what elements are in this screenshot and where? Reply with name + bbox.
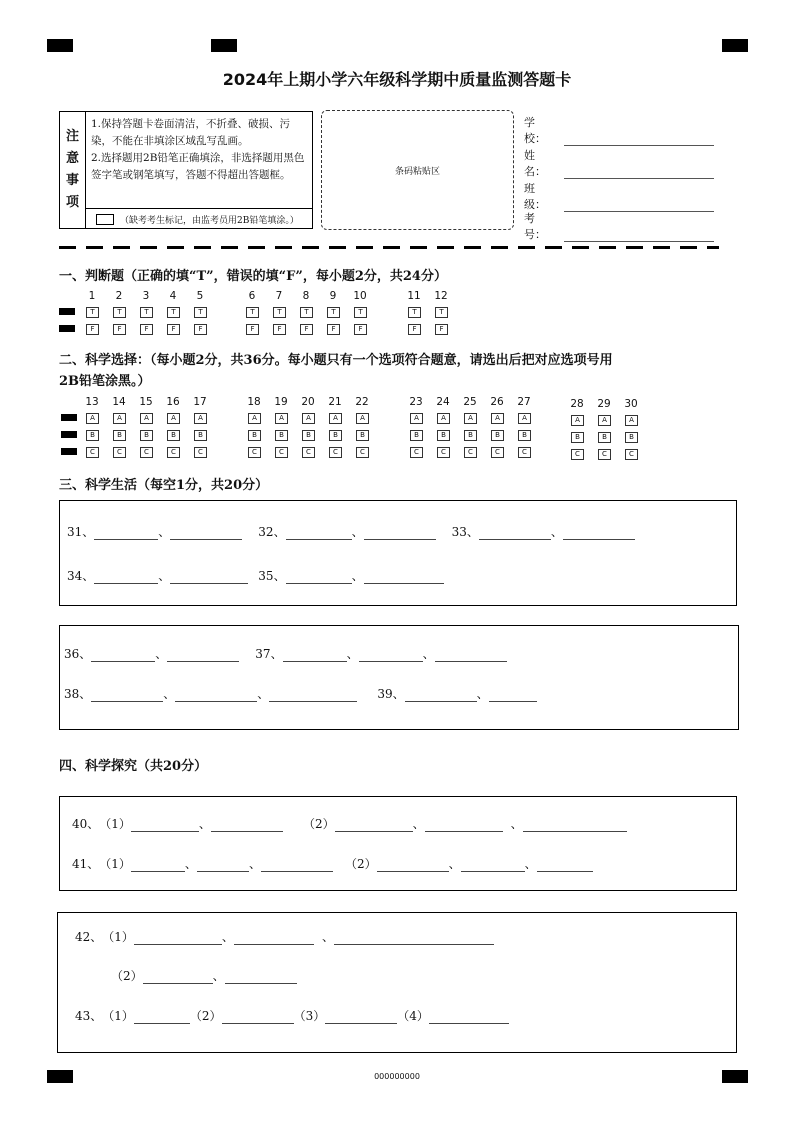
question-number: 24 xyxy=(436,396,450,408)
answer-bubble-a[interactable]: A xyxy=(598,415,611,426)
answer-bubble-b[interactable]: B xyxy=(248,430,261,441)
question-number: 21 xyxy=(328,396,342,408)
answer-bubble-a[interactable]: A xyxy=(167,413,180,424)
school-field[interactable]: 学 校： xyxy=(524,114,714,146)
question-number: 26 xyxy=(490,396,504,408)
question-number: 29 xyxy=(597,398,611,410)
page-title: 2024年上期小学六年级科学期中质量监测答题卡 xyxy=(222,70,572,89)
timing-mark xyxy=(211,39,237,52)
answer-bubble-f[interactable]: F xyxy=(327,324,340,335)
answer-bubble-b[interactable]: B xyxy=(518,430,531,441)
question-number: 7 xyxy=(275,290,283,302)
answer-bubble-a[interactable]: A xyxy=(437,413,450,424)
answer-bubble-a[interactable]: A xyxy=(625,415,638,426)
answer-bubble-t[interactable]: T xyxy=(246,307,259,318)
question-number: 8 xyxy=(302,290,310,302)
notice-label-char: 意 xyxy=(65,151,79,166)
notice-box xyxy=(59,111,313,229)
answer-bubble-c[interactable]: C xyxy=(625,449,638,460)
answer-bubble-b[interactable]: B xyxy=(491,430,504,441)
answer-bubble-b[interactable]: B xyxy=(598,432,611,443)
section-2-heading: 二、科学选择：（每小题2分，共36分。每小题只有一个选项符合题意，请选出后把对应选项号用 xyxy=(59,353,613,368)
question-number: 4 xyxy=(169,290,177,302)
question-number: 14 xyxy=(112,396,126,408)
answer-bubble-f[interactable]: F xyxy=(246,324,259,335)
answer-box-36-39 xyxy=(59,625,739,730)
answer-bubble-a[interactable]: A xyxy=(491,413,504,424)
answer-box-40-41 xyxy=(59,796,737,891)
answer-bubble-a[interactable]: A xyxy=(356,413,369,424)
class-field[interactable]: 班 级： xyxy=(524,180,714,212)
answer-bubble-a[interactable]: A xyxy=(518,413,531,424)
footer-code: 000000000 xyxy=(374,1072,420,1081)
answer-bubble-a[interactable]: A xyxy=(275,413,288,424)
question-number: 13 xyxy=(85,396,99,408)
question-number: 12 xyxy=(434,290,448,302)
answer-row-38-39[interactable]: 38、 、 、 39、 、 xyxy=(64,685,537,702)
answer-row-31-33[interactable]: 31、 、 32、 、 33、 、 xyxy=(67,523,635,540)
name-field[interactable]: 姓 名： xyxy=(524,147,714,179)
answer-bubble-a[interactable]: A xyxy=(248,413,261,424)
answer-row-43[interactable]: 43、 （1） （2） （3） （4） xyxy=(75,1007,509,1024)
answer-bubble-b[interactable]: B xyxy=(356,430,369,441)
answer-bubble-c[interactable]: C xyxy=(113,447,126,458)
answer-bubble-c[interactable]: C xyxy=(140,447,153,458)
answer-row-40[interactable]: 40、 （1） 、 （2） 、 、 xyxy=(72,815,627,832)
section-4-heading: 四、科学探究（共20分） xyxy=(59,759,208,774)
question-number: 16 xyxy=(166,396,180,408)
question-number: 19 xyxy=(274,396,288,408)
answer-bubble-f[interactable]: F xyxy=(194,324,207,335)
answer-bubble-b[interactable]: B xyxy=(86,430,99,441)
answer-row-36-37[interactable]: 36、 、 37、 、 、 xyxy=(64,645,507,662)
answer-row-42-1[interactable]: 42、 （1） 、 、 xyxy=(75,928,494,945)
answer-bubble-c[interactable]: C xyxy=(86,447,99,458)
question-number: 6 xyxy=(248,290,256,302)
answer-bubble-t[interactable]: T xyxy=(194,307,207,318)
answer-box-31-35 xyxy=(59,500,737,606)
answer-bubble-c[interactable]: C xyxy=(248,447,261,458)
question-number: 3 xyxy=(142,290,150,302)
answer-row-42-2[interactable]: （2） 、 xyxy=(111,967,297,984)
answer-bubble-b[interactable]: B xyxy=(464,430,477,441)
answer-bubble-a[interactable]: A xyxy=(329,413,342,424)
answer-bubble-f[interactable]: F xyxy=(300,324,313,335)
barcode-area xyxy=(321,110,514,230)
notice-label-char: 注 xyxy=(65,129,79,144)
answer-bubble-f[interactable]: F xyxy=(86,324,99,335)
answer-bubble-a[interactable]: A xyxy=(113,413,126,424)
question-number: 10 xyxy=(353,290,367,302)
question-number: 17 xyxy=(193,396,207,408)
question-number: 27 xyxy=(517,396,531,408)
question-number: 2 xyxy=(115,290,123,302)
answer-bubble-c[interactable]: C xyxy=(571,449,584,460)
answer-bubble-b[interactable]: B xyxy=(113,430,126,441)
answer-bubble-f[interactable]: F xyxy=(408,324,421,335)
barcode-label: 条码粘贴区 xyxy=(394,166,440,177)
answer-bubble-a[interactable]: A xyxy=(571,415,584,426)
row-timing-mark xyxy=(59,308,75,315)
notice-label xyxy=(60,112,86,228)
row-timing-mark xyxy=(61,448,77,455)
answer-bubble-t[interactable]: T xyxy=(273,307,286,318)
answer-bubble-c[interactable]: C xyxy=(518,447,531,458)
absent-checkbox[interactable] xyxy=(96,214,114,225)
answer-bubble-c[interactable]: C xyxy=(410,447,423,458)
answer-bubble-a[interactable]: A xyxy=(464,413,477,424)
answer-bubble-t[interactable]: T xyxy=(113,307,126,318)
timing-mark xyxy=(722,39,748,52)
answer-bubble-t[interactable]: T xyxy=(167,307,180,318)
section-1-heading: 一、判断题（正确的填“T”，错误的填“F”，每小题2分，共24分） xyxy=(59,269,447,284)
answer-bubble-f[interactable]: F xyxy=(354,324,367,335)
answer-bubble-c[interactable]: C xyxy=(437,447,450,458)
timing-mark xyxy=(47,39,73,52)
answer-bubble-b[interactable]: B xyxy=(275,430,288,441)
question-number: 25 xyxy=(463,396,477,408)
answer-bubble-a[interactable]: A xyxy=(86,413,99,424)
answer-bubble-a[interactable]: A xyxy=(302,413,315,424)
notice-item-1: 1.保持答题卡卷面清洁，不折叠、破损、污染，不能在非填涂区域乱写乱画。 xyxy=(91,118,291,147)
answer-bubble-b[interactable]: B xyxy=(194,430,207,441)
answer-bubble-t[interactable]: T xyxy=(408,307,421,318)
answer-bubble-c[interactable]: C xyxy=(598,449,611,460)
row-timing-mark xyxy=(59,325,75,332)
question-number: 22 xyxy=(355,396,369,408)
answer-bubble-t[interactable]: T xyxy=(86,307,99,318)
question-number: 18 xyxy=(247,396,261,408)
answer-bubble-b[interactable]: B xyxy=(329,430,342,441)
answer-bubble-c[interactable]: C xyxy=(302,447,315,458)
cut-line xyxy=(59,246,719,249)
answer-bubble-b[interactable]: B xyxy=(625,432,638,443)
answer-bubble-t[interactable]: T xyxy=(354,307,367,318)
exam-number-field[interactable]: 考 号： xyxy=(524,210,714,242)
answer-bubble-f[interactable]: F xyxy=(140,324,153,335)
section-2-heading-cont: 2B铅笔涂黑。） xyxy=(59,374,151,389)
answer-bubble-c[interactable]: C xyxy=(167,447,180,458)
answer-bubble-b[interactable]: B xyxy=(302,430,315,441)
answer-bubble-b[interactable]: B xyxy=(437,430,450,441)
answer-bubble-b[interactable]: B xyxy=(410,430,423,441)
question-number: 11 xyxy=(407,290,421,302)
answer-bubble-c[interactable]: C xyxy=(491,447,504,458)
notice-label-char: 事 xyxy=(65,173,79,188)
answer-bubble-c[interactable]: C xyxy=(329,447,342,458)
answer-bubble-b[interactable]: B xyxy=(167,430,180,441)
notice-label-char: 项 xyxy=(65,195,79,210)
answer-bubble-f[interactable]: F xyxy=(435,324,448,335)
answer-bubble-t[interactable]: T xyxy=(140,307,153,318)
notice-item-2: 2.选择题用2B铅笔正确填涂，非选择题用黑色签字笔或钢笔填写，答题不得超出答题框。 xyxy=(91,152,305,181)
row-timing-mark xyxy=(61,431,77,438)
absent-mark-row xyxy=(96,213,299,226)
question-number: 9 xyxy=(329,290,337,302)
absent-note: （缺考考生标记，由监考员用2B铅笔填涂。） xyxy=(120,216,299,226)
question-number: 30 xyxy=(624,398,638,410)
answer-bubble-c[interactable]: C xyxy=(464,447,477,458)
row-timing-mark xyxy=(61,414,77,421)
answer-bubble-t[interactable]: T xyxy=(300,307,313,318)
answer-bubble-t[interactable]: T xyxy=(435,307,448,318)
answer-bubble-a[interactable]: A xyxy=(410,413,423,424)
question-number: 5 xyxy=(196,290,204,302)
answer-row-41[interactable]: 41、 （1） 、 、 （2） 、 、 xyxy=(72,855,593,872)
answer-bubble-f[interactable]: F xyxy=(273,324,286,335)
answer-bubble-t[interactable]: T xyxy=(327,307,340,318)
answer-bubble-f[interactable]: F xyxy=(167,324,180,335)
question-number: 28 xyxy=(570,398,584,410)
question-number: 20 xyxy=(301,396,315,408)
question-number: 1 xyxy=(88,290,96,302)
answer-bubble-c[interactable]: C xyxy=(356,447,369,458)
section-3-heading: 三、科学生活（每空1分，共20分） xyxy=(59,478,269,493)
answer-bubble-a[interactable]: A xyxy=(140,413,153,424)
answer-bubble-a[interactable]: A xyxy=(194,413,207,424)
answer-bubble-b[interactable]: B xyxy=(140,430,153,441)
answer-row-34-35[interactable]: 34、 、 35、 、 xyxy=(67,567,444,584)
answer-bubble-b[interactable]: B xyxy=(571,432,584,443)
answer-bubble-c[interactable]: C xyxy=(194,447,207,458)
question-number: 23 xyxy=(409,396,423,408)
answer-bubble-f[interactable]: F xyxy=(113,324,126,335)
question-number: 15 xyxy=(139,396,153,408)
answer-bubble-c[interactable]: C xyxy=(275,447,288,458)
